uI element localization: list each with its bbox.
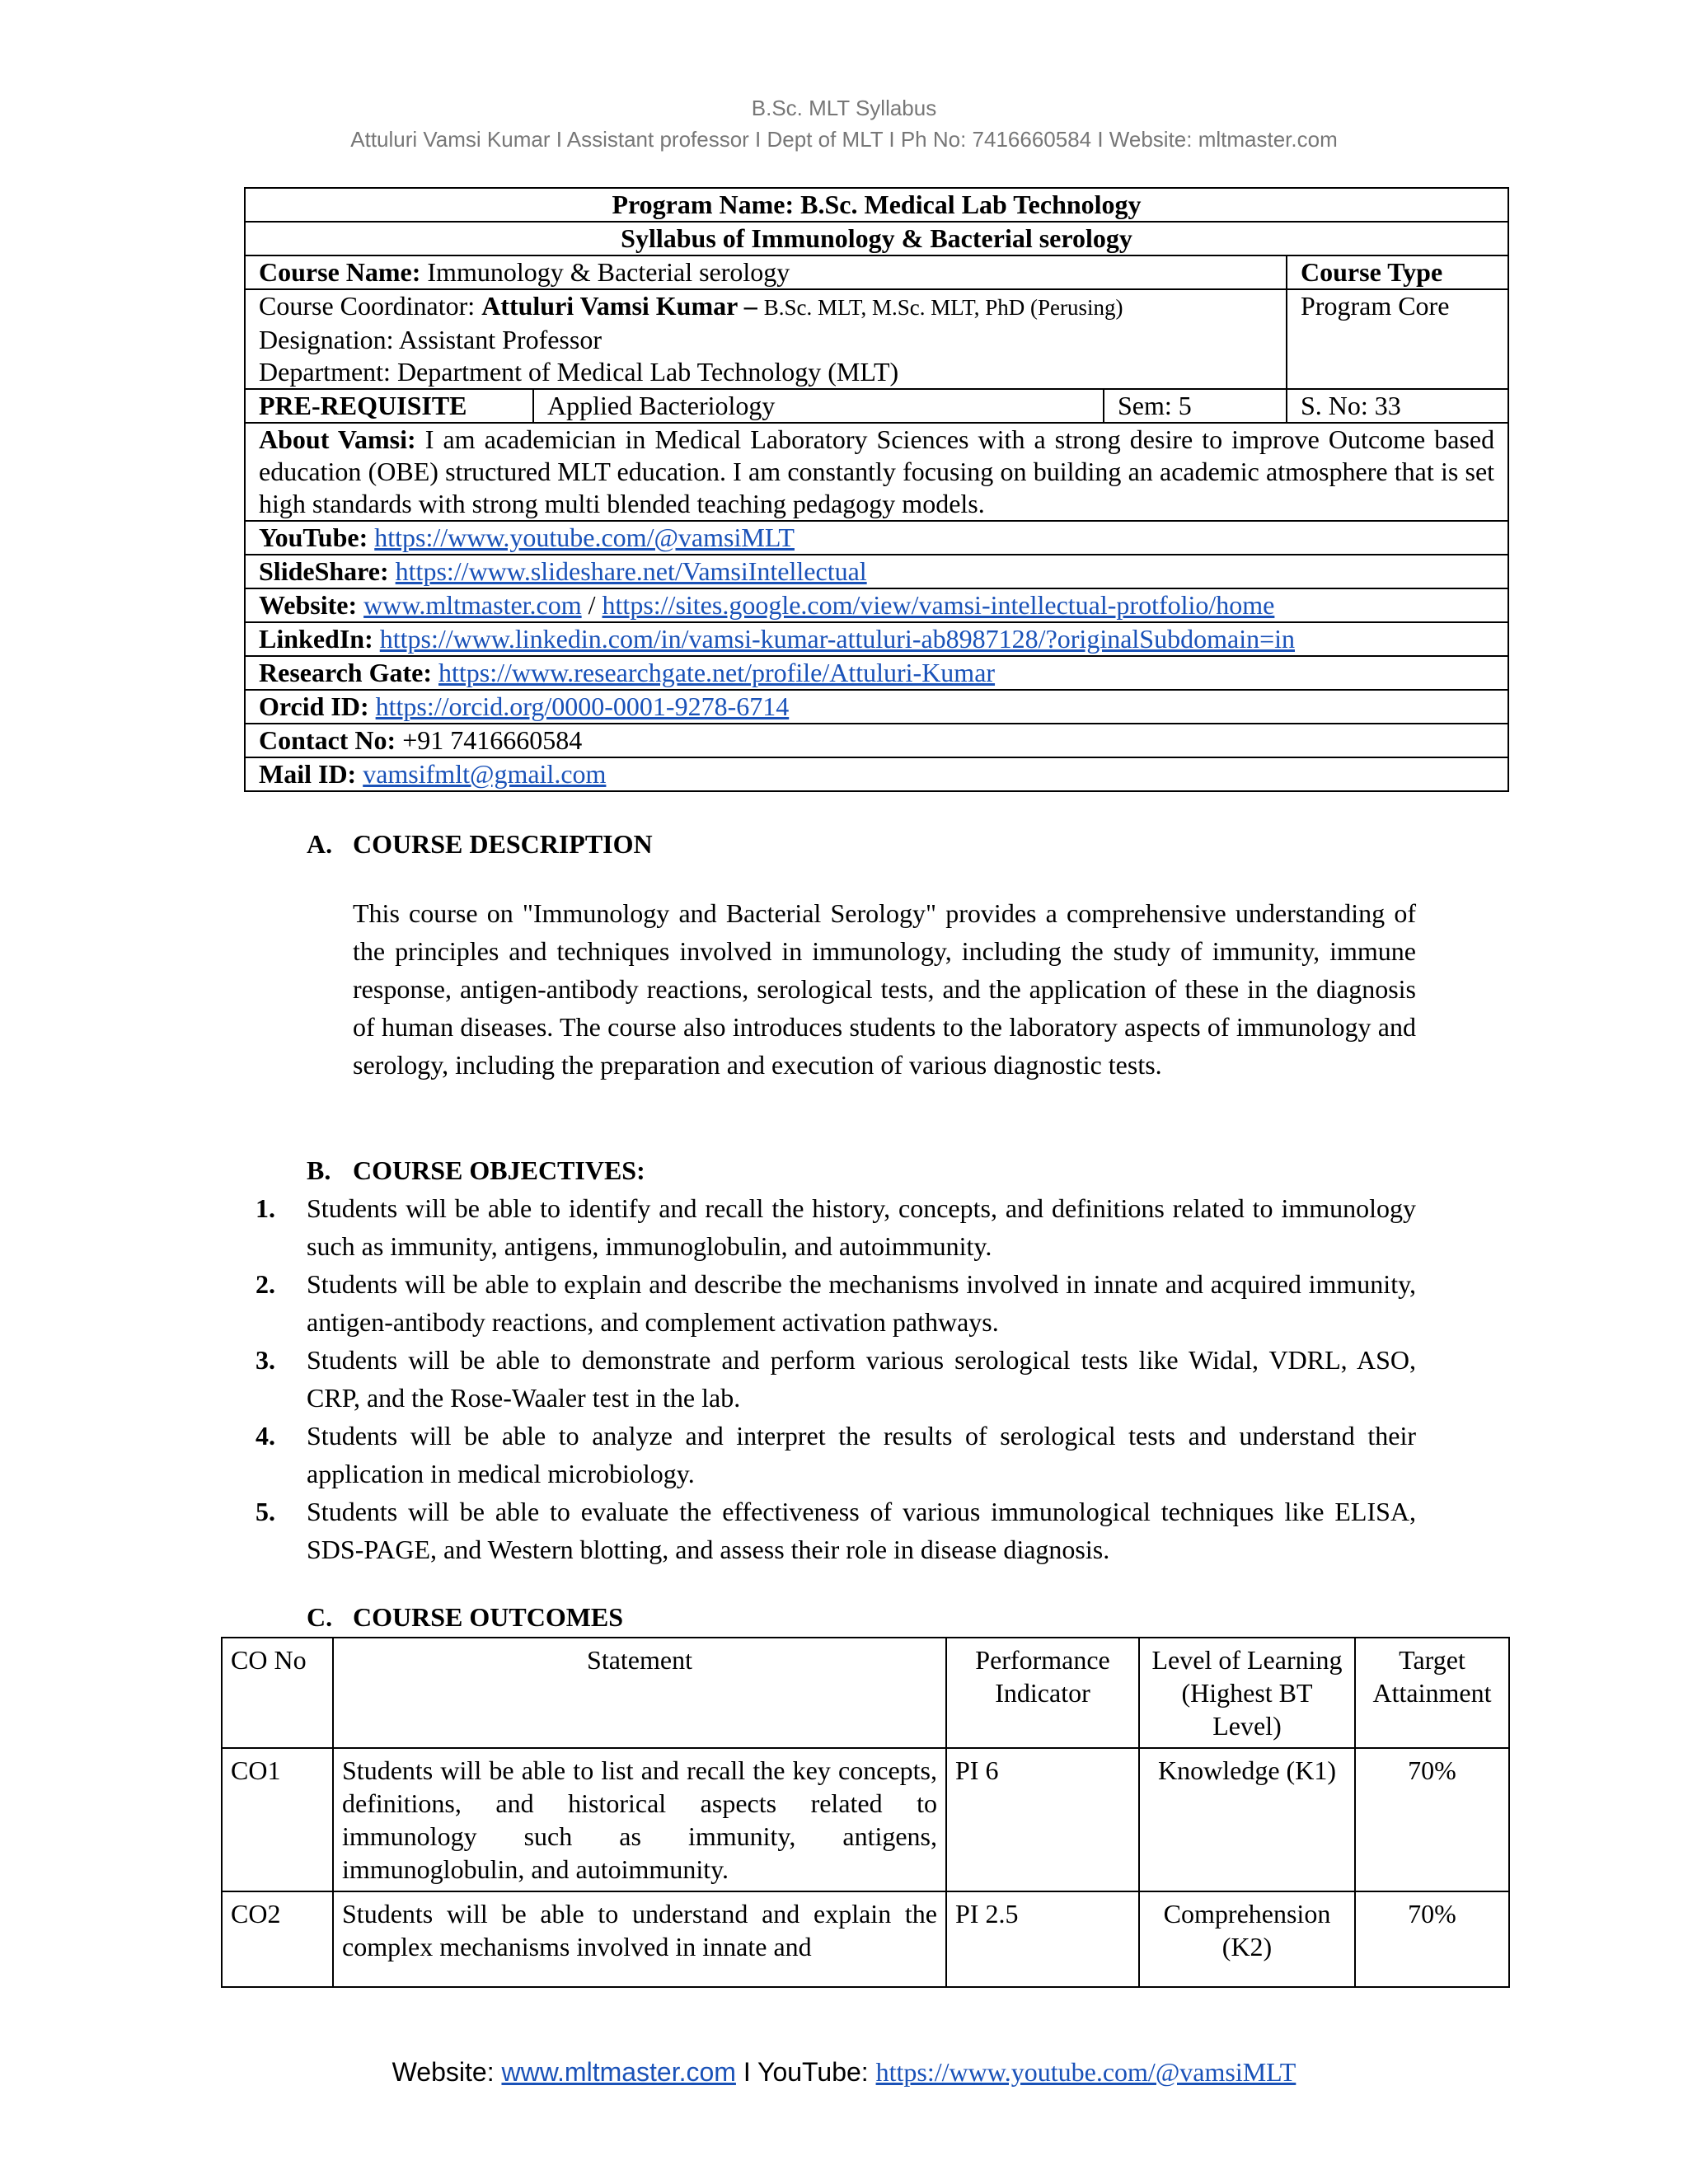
footer-website-label: Website: xyxy=(392,2057,495,2087)
serial-number: S. No: 33 xyxy=(1287,389,1508,423)
youtube-link[interactable]: https://www.youtube.com/@vamsiMLT xyxy=(374,523,795,552)
slideshare-cell xyxy=(245,555,1508,588)
objective-number: 4. xyxy=(256,1421,275,1451)
course-name-label: Course Name: xyxy=(259,257,421,287)
course-type-label xyxy=(1287,255,1508,289)
header-subtitle: Attuluri Vamsi Kumar I Assistant professor I Dept of MLT I Ph No: 7416660584 I Website: mltmaster.com xyxy=(350,127,1338,152)
course-name-cell xyxy=(245,255,1287,289)
website-label: Website: xyxy=(259,590,358,620)
mail-row xyxy=(245,757,1508,791)
section-b-letter: B. xyxy=(307,1155,331,1185)
objective-text: Students will be able to demonstrate and perform various serological tests like Widal, VDRL, ASO, CRP, and the Rose-Waaler test in the lab. xyxy=(307,1345,1416,1413)
table-row xyxy=(222,1748,1509,1891)
orcid-link[interactable]: https://orcid.org/0000-0001-9278-6714 xyxy=(375,691,790,721)
objective-item xyxy=(256,1265,1416,1341)
objectives-list xyxy=(256,1189,1416,1568)
mail-cell xyxy=(245,757,1508,791)
about-text: I am academician in Medical Laboratory Sciences with a strong desire to improve Outcome based education (OBE) structured MLT education. I am constantly focusing on building an academic atmosphere that is set high standards with strong multi blended teaching pedagogy models. xyxy=(259,424,1495,518)
designation: Designation: Assistant Professor xyxy=(259,325,602,354)
prerequisite-row xyxy=(245,389,1508,423)
slideshare-link[interactable]: https://www.slideshare.net/VamsiIntellectual xyxy=(395,556,867,586)
contact-value: +91 7416660584 xyxy=(402,725,583,755)
header-performance-indicator: Performance Indicator xyxy=(946,1638,1139,1748)
linkedin-link[interactable]: https://www.linkedin.com/in/vamsi-kumar-attuluri-ab8987128/?originalSubdomain=in xyxy=(379,624,1296,654)
section-c-title: COURSE OUTCOMES xyxy=(353,1602,624,1632)
linkedin-row xyxy=(245,622,1508,656)
prerequisite-label xyxy=(245,389,533,423)
co-number: CO1 xyxy=(222,1748,333,1891)
section-c-heading xyxy=(307,1601,623,1633)
researchgate-row xyxy=(245,656,1508,690)
about-label: About Vamsi: xyxy=(259,424,416,454)
objective-number: 5. xyxy=(256,1497,275,1526)
objective-item xyxy=(256,1341,1416,1417)
about-cell xyxy=(245,423,1508,521)
slideshare-row xyxy=(245,555,1508,588)
header-target-attainment: Target Attainment xyxy=(1355,1638,1509,1748)
footer-youtube-link[interactable]: https://www.youtube.com/@vamsiMLT xyxy=(875,2057,1296,2087)
program-name: Program Name: B.Sc. Medical Lab Technology xyxy=(245,188,1508,222)
objective-text: Students will be able to identify and recall the history, concepts, and definitions related to immunology such as immunity, antigens, immunoglobulin, and autoimmunity. xyxy=(307,1193,1416,1261)
section-a-title: COURSE DESCRIPTION xyxy=(353,829,653,859)
objective-number: 1. xyxy=(256,1193,275,1223)
syllabus-row xyxy=(245,222,1508,255)
linkedin-label: LinkedIn: xyxy=(259,624,373,654)
program-name-row xyxy=(245,188,1508,222)
coordinator-row xyxy=(245,289,1508,389)
contact-row xyxy=(245,724,1508,757)
coordinator-qualifications: B.Sc. MLT, M.Sc. MLT, PhD (Perusing) xyxy=(763,295,1123,320)
syllabus-title: Syllabus of Immunology & Bacterial serology xyxy=(245,222,1508,255)
google-sites-link[interactable]: https://sites.google.com/view/vamsi-intellectual-protfolio/home xyxy=(602,590,1275,620)
co-statement: Students will be able to list and recall the key concepts, definitions, and historical aspects related to immunology such as immunity, antigens, immunoglobulin, and autoimmunity. xyxy=(333,1748,946,1891)
page-footer xyxy=(0,2055,1688,2088)
coordinator-name: Attuluri Vamsi Kumar – xyxy=(481,291,757,321)
about-row xyxy=(245,423,1508,521)
department: Department: Department of Medical Lab Technology (MLT) xyxy=(259,357,899,387)
coordinator-label: Course Coordinator: xyxy=(259,291,476,321)
objective-text: Students will be able to explain and describe the mechanisms involved in innate and acquired immunity, antigen-antibody reactions, and complement activation pathways. xyxy=(307,1269,1416,1337)
semester: Sem: 5 xyxy=(1104,389,1287,423)
website-cell xyxy=(245,588,1508,622)
course-name-value: Immunology & Bacterial serology xyxy=(427,257,790,287)
slideshare-label: SlideShare: xyxy=(259,556,389,586)
researchgate-label: Research Gate: xyxy=(259,658,432,687)
co-target: 70% xyxy=(1355,1748,1509,1891)
outcomes-header-row xyxy=(222,1638,1509,1748)
header-co-no: CO No xyxy=(222,1638,333,1748)
contact-label: Contact No: xyxy=(259,725,396,755)
prerequisite-value: Applied Bacteriology xyxy=(533,389,1104,423)
orcid-cell xyxy=(245,690,1508,724)
course-outcomes-table xyxy=(221,1637,1510,1988)
objective-item xyxy=(256,1493,1416,1568)
course-info-table xyxy=(244,187,1509,792)
header-level-of-learning: Level of Learning (Highest BT Level) xyxy=(1139,1638,1355,1748)
website-separator: / xyxy=(581,590,603,620)
course-name-row xyxy=(245,255,1508,289)
website-link[interactable]: www.mltmaster.com xyxy=(363,590,582,620)
header-title: B.Sc. MLT Syllabus xyxy=(751,96,937,120)
section-a-letter: A. xyxy=(307,829,333,859)
youtube-row xyxy=(245,521,1508,555)
researchgate-link[interactable]: https://www.researchgate.net/profile/Attuluri-Kumar xyxy=(438,658,996,687)
objective-number: 3. xyxy=(256,1345,275,1375)
objective-item xyxy=(256,1189,1416,1265)
page-header xyxy=(0,92,1688,155)
section-b-title: COURSE OBJECTIVES: xyxy=(353,1155,645,1185)
contact-cell xyxy=(245,724,1508,757)
header-statement: Statement xyxy=(333,1638,946,1748)
orcid-label: Orcid ID: xyxy=(259,691,369,721)
researchgate-cell xyxy=(245,656,1508,690)
course-type-value: Program Core xyxy=(1287,289,1508,389)
section-c-letter: C. xyxy=(307,1602,333,1632)
course-type-label-text: Course Type xyxy=(1301,257,1443,287)
co-level: Knowledge (K1) xyxy=(1139,1748,1355,1891)
coordinator-line xyxy=(259,290,1273,324)
course-description: This course on "Immunology and Bacterial Serology" provides a comprehensive understanding of the principles and techniques involved in immunology, including the study of immunity, immune response, antigen-antibody reactions, serological tests, and the application of these in the diagnosis of human diseases. The course also introduces students to the laboratory aspects of immunology and serology, including the preparation and execution of various diagnostic tests. xyxy=(353,898,1416,1080)
co-number: CO2 xyxy=(222,1891,333,1987)
coordinator-cell xyxy=(245,289,1287,389)
youtube-label: YouTube: xyxy=(259,523,368,552)
objective-item xyxy=(256,1417,1416,1493)
objective-text: Students will be able to evaluate the effectiveness of various immunological techniques like ELISA, SDS-PAGE, and Western blotting, and assess their role in disease diagnosis. xyxy=(307,1497,1416,1564)
table-row xyxy=(222,1891,1509,1987)
mail-label: Mail ID: xyxy=(259,759,357,789)
co-statement: Students will be able to understand and explain the complex mechanisms involved in innate and xyxy=(333,1891,946,1987)
youtube-cell xyxy=(245,521,1508,555)
objective-text: Students will be able to analyze and interpret the results of serological tests and understand their application in medical microbiology. xyxy=(307,1421,1416,1488)
prerequisite-label-text: PRE-REQUISITE xyxy=(259,391,467,420)
objective-number: 2. xyxy=(256,1269,275,1299)
orcid-row xyxy=(245,690,1508,724)
co-performance-indicator: PI 2.5 xyxy=(946,1891,1139,1987)
footer-separator: I YouTube: xyxy=(735,2057,876,2087)
co-performance-indicator: PI 6 xyxy=(946,1748,1139,1891)
co-target: 70% xyxy=(1355,1891,1509,1987)
section-b-heading xyxy=(307,1154,645,1187)
linkedin-cell xyxy=(245,622,1508,656)
co-level: Comprehension (K2) xyxy=(1139,1891,1355,1987)
mail-link[interactable]: vamsifmlt@gmail.com xyxy=(363,759,607,789)
website-row xyxy=(245,588,1508,622)
footer-website-link[interactable]: www.mltmaster.com xyxy=(501,2057,736,2087)
section-a-heading xyxy=(307,827,653,860)
